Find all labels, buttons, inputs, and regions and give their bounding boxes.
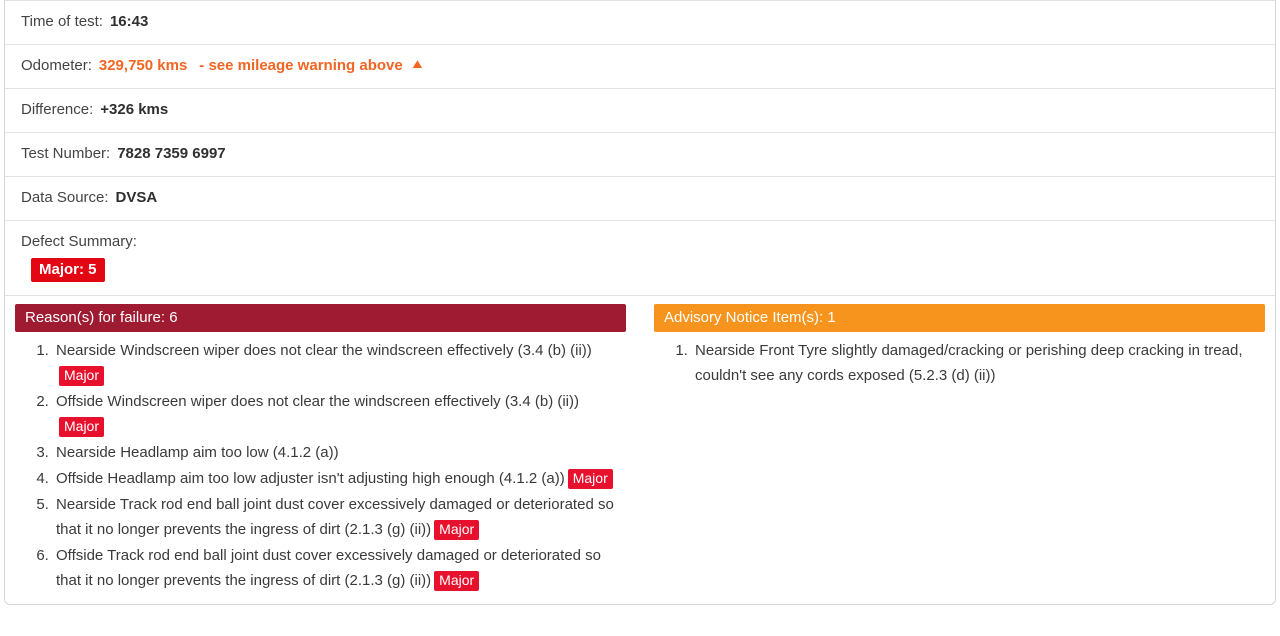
- list-item: [53, 543, 626, 593]
- failure-text: Nearside Windscreen wiper does not clear the windscreen effectively (3.4 (b) (ii)): [56, 342, 592, 359]
- list-item: [53, 466, 626, 491]
- status-badge: Major: [59, 417, 104, 437]
- test-number-value: 7828 7359 6997: [117, 145, 226, 162]
- status-badge: Major: [568, 469, 613, 489]
- row-difference: [5, 89, 1275, 133]
- mot-test-details-panel: [4, 0, 1276, 605]
- difference-label: Difference:: [21, 101, 94, 118]
- data-source-label: Data Source:: [21, 189, 109, 206]
- test-number-label: Test Number:: [21, 145, 111, 162]
- row-defect-summary: [5, 221, 1275, 296]
- list-item: [53, 389, 626, 439]
- defect-lists: [5, 296, 1275, 604]
- failures-list: [15, 338, 626, 593]
- failure-text: Nearside Headlamp aim too low (4.1.2 (a)): [56, 444, 339, 461]
- time-of-test-label: Time of test:: [21, 13, 103, 30]
- status-badge: Major: [59, 366, 104, 386]
- failures-column: [5, 296, 640, 604]
- status-badge: Major: [434, 520, 479, 540]
- list-item: [53, 440, 626, 465]
- list-item: [692, 338, 1265, 388]
- failure-text: Offside Track rod end ball joint dust cover excessively damaged or deteriorated so that it no longer prevents the ingress of dirt (2.1.3 (g) (ii)): [56, 547, 602, 589]
- mileage-warning-link[interactable]: - see mileage warning above: [199, 57, 403, 74]
- status-badge: Major: [434, 571, 479, 591]
- time-of-test-value: 16:43: [109, 13, 149, 30]
- failure-text: Offside Headlamp aim too low adjuster isn't adjusting high enough (4.1.2 (a)): [56, 470, 565, 487]
- defect-summary-label: Defect Summary:: [21, 233, 137, 250]
- advisories-column: [640, 296, 1275, 604]
- defect-summary-major-badge: Major: 5: [31, 258, 105, 282]
- row-odometer: [5, 45, 1275, 89]
- difference-value: +326 kms: [100, 101, 169, 118]
- list-item: [53, 338, 626, 388]
- advisory-text: Nearside Front Tyre slightly damaged/cracking or perishing deep cracking in tread, couldn't see any cords exposed (5.2.3 (d) (ii)): [695, 342, 1243, 384]
- row-time-of-test: [5, 0, 1275, 45]
- chevron-up-icon[interactable]: ▲: [409, 56, 426, 71]
- failure-text: Offside Windscreen wiper does not clear the windscreen effectively (3.4 (b) (ii)): [56, 393, 580, 410]
- row-test-number: [5, 133, 1275, 177]
- advisories-header: Advisory Notice Item(s): 1: [654, 304, 1265, 332]
- failures-header: Reason(s) for failure: 6: [15, 304, 626, 332]
- list-item: [53, 492, 626, 542]
- advisories-list: [654, 338, 1265, 388]
- data-source-value: DVSA: [115, 189, 158, 206]
- row-data-source: [5, 177, 1275, 221]
- odometer-label: Odometer:: [21, 57, 92, 74]
- failure-text: Nearside Track rod end ball joint dust cover excessively damaged or deteriorated so that it no longer prevents the ingress of dirt (2.1.3 (g) (ii)): [56, 496, 614, 538]
- odometer-value: 329,750 kms: [98, 57, 188, 74]
